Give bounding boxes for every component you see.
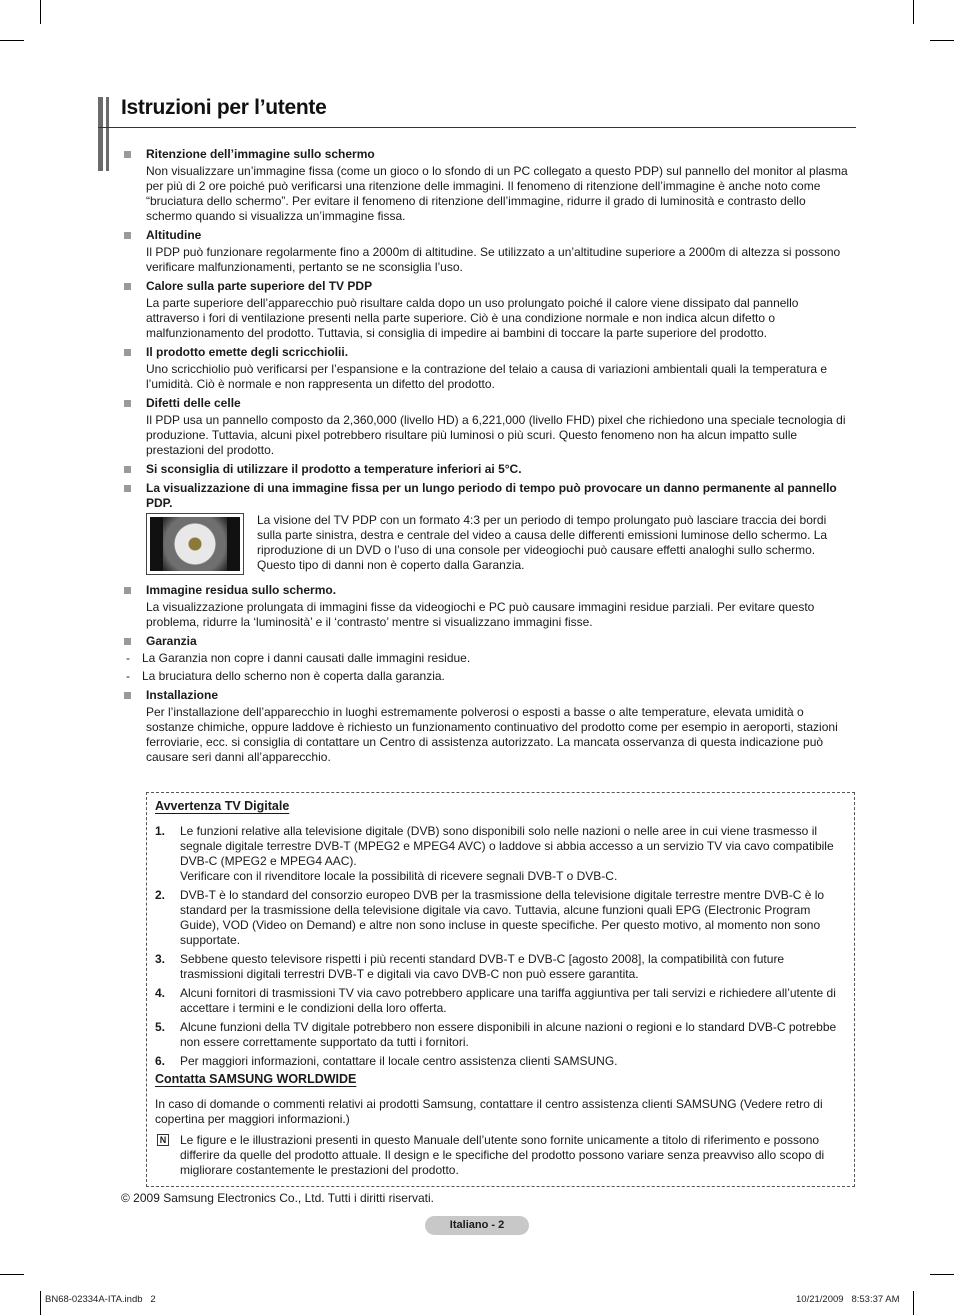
item-title: Installazione bbox=[146, 688, 219, 702]
item-title: Garanzia bbox=[146, 634, 197, 648]
burn-in-example-image bbox=[146, 513, 244, 575]
item-body: La visualizzazione prolungata di immagini fisse da videogiochi e PC può causare immagini residue parziali. Per evitare questo problema, ridurre la ‘luminosità’ e il ‘contrasto’ mentre si visualizzano immagini fisse. bbox=[146, 600, 815, 629]
note-icon: N bbox=[157, 1134, 169, 1146]
crop-mark bbox=[0, 40, 24, 41]
footer-file-info: BN68-02334A-ITA.indb 2 bbox=[45, 1294, 156, 1305]
item-title: Ritenzione dell’immagine sullo schermo bbox=[146, 147, 375, 161]
page-title: Istruzioni per l’utente bbox=[121, 96, 327, 119]
footer-timestamp: 10/21/2009 8:53:37 AM bbox=[796, 1294, 900, 1305]
contact-body: In caso di domande o commenti relativi ai prodotti Samsung, contattare il centro assistenza clienti SAMSUNG (Vedere retro di copertina per maggiori informazioni.) bbox=[155, 1097, 823, 1126]
item-body: La visione del TV PDP con un formato 4:3 per un periodo di tempo prolungato può lasciare traccia dei bordi sulla parte sinistra, destra e centrale del video a causa delle differenti emissioni luminose dello schermo. La riproduzione di un DVD o l’uso di una console per videogiochi può causare effetti analoghi sullo schermo. Questo tipo di danni non è coperto dalla Garanzia. bbox=[257, 513, 828, 572]
square-bullet-icon bbox=[124, 466, 131, 473]
item-body: Per l’installazione dell’apparecchio in luoghi estremamente polverosi o esposti a basse o alte temperature, elevata umidità o sostanze chimiche, oppure laddove è richiesto un funzionamento continuativo del prodotto come per esempio in aeroporti, stazioni ferroviarie, ecc. si consiglia di contattare un Centro di assistenza autorizzato. La mancata osservanza di questa indicazione può causare seri danni all’apparecchio. bbox=[146, 705, 838, 764]
square-bullet-icon bbox=[124, 485, 131, 492]
square-bullet-icon bbox=[124, 283, 131, 290]
warranty-line: - La Garanzia non copre i danni causati dalle immagini residue. bbox=[126, 651, 471, 665]
crop-mark bbox=[0, 1274, 24, 1275]
contact-heading: Contatta SAMSUNG WORLDWIDE bbox=[155, 1072, 357, 1086]
item-title: Difetti delle celle bbox=[146, 396, 241, 410]
crop-mark bbox=[40, 0, 41, 24]
numbered-item: 3. Sebbene questo televisore rispetti i più recenti standard DVB-T e DVB-C [agosto 2008], la compatibilità con future trasmissioni digitali terrestri DVB-T e digitali via cavo DVB-C non può essere garantita. bbox=[155, 952, 785, 981]
item-title: La visualizzazione di una immagine fissa per un lungo periodo di tempo può provocare un danno permanente al pannello PDP. bbox=[146, 481, 837, 510]
item-title: Il prodotto emette degli scricchiolii. bbox=[146, 345, 349, 359]
warranty-list bbox=[123, 651, 854, 684]
instructions-list bbox=[123, 147, 854, 769]
crop-mark bbox=[913, 0, 914, 24]
numbered-item: 5. Alcune funzioni della TV digitale potrebbero non essere disponibili in alcune nazioni o regioni e lo standard DVB-C potrebbe non essere correttamente supportato da tutti i fornitori. bbox=[155, 1020, 837, 1049]
page-number-badge: Italiano - 2 bbox=[425, 1216, 529, 1235]
copyright: © 2009 Samsung Electronics Co., Ltd. Tutti i diritti riservati. bbox=[121, 1191, 434, 1205]
square-bullet-icon bbox=[124, 587, 131, 594]
title-divider bbox=[98, 127, 856, 128]
title-accent-bar bbox=[106, 97, 109, 171]
digital-tv-heading: Avvertenza TV Digitale bbox=[155, 799, 290, 813]
item-title: Calore sulla parte superiore del TV PDP bbox=[146, 279, 373, 293]
item-title: Altitudine bbox=[146, 228, 202, 242]
numbered-item: 4. Alcuni fornitori di trasmissioni TV via cavo potrebbero applicare una tariffa aggiuntiva per tali servizi e richiedere all’utente di accettare i termini e le condizioni della loro offerta. bbox=[155, 986, 836, 1015]
list-item bbox=[123, 583, 854, 630]
crop-mark bbox=[930, 40, 954, 41]
item-title: Immagine residua sullo schermo. bbox=[146, 583, 337, 597]
list-item bbox=[123, 147, 854, 224]
digital-tv-list bbox=[155, 824, 845, 1073]
item-body: La parte superiore dell’apparecchio può risultare calda dopo un uso prolungato poiché il calore viene dissipato dal pannello attraverso i fori di ventilazione presenti nella parte superiore. Ciò è una condizione normale e non indica alcun difetto o malfunzionamento del prodotto. Tuttavia, si consiglia di impedire ai bambini di toccare la parte superiore del prodotto. bbox=[146, 296, 799, 340]
numbered-item: 2. DVB-T è lo standard del consorzio europeo DVB per la trasmissione della televisione digitale terrestre mentre DVB-C è lo standard per la trasmissione della televisione digitale via cavo. Tuttavia, alcune funzioni quali EPG (Electronic Program Guide), VOD (Video on Demand) e altre non sono incluse in queste specifiche. Per questo motivo, al momento non sono supportate. bbox=[155, 888, 825, 947]
list-item bbox=[123, 688, 854, 765]
title-accent-bar bbox=[98, 97, 103, 171]
list-item bbox=[123, 634, 854, 684]
list-item bbox=[123, 345, 854, 392]
crop-mark bbox=[913, 1291, 914, 1315]
item-body: Il PDP usa un pannello composto da 2,360,000 (livello HD) a 6,221,000 (livello FHD) pixel che richiedono una speciale tecnologia di produzione. Tuttavia, alcuni pixel potrebbero risultare più luminosi o più scuri. Questo fenomeno non ha alcun impatto sulle prestazioni del prodotto. bbox=[146, 413, 846, 457]
crop-mark bbox=[40, 1291, 41, 1315]
list-item bbox=[123, 481, 854, 575]
numbered-item: 1. Le funzioni relative alla televisione digitale (DVB) sono disponibili solo nelle nazioni o nelle aree in cui viene trasmesso il segnale digitale terrestre DVB-T (MPEG2 e MPEG4 AVC) o laddove si abbia accesso a un servizio TV via cavo compatibile DVB-C (MPEG2 e MPEG4 AAC). Verificare con il rivenditore locale la possibilità di ricevere segnali DVB-T o DVB-C. bbox=[155, 824, 834, 883]
item-body: Il PDP può funzionare regolarmente fino a 2000m di altitudine. Se utilizzato a un’altitudine superiore a 2000m di altezza si possono verificare malfunzionamenti, pertanto se ne sconsiglia l’uso. bbox=[146, 245, 841, 274]
list-item bbox=[123, 462, 854, 477]
square-bullet-icon bbox=[124, 349, 131, 356]
square-bullet-icon bbox=[124, 232, 131, 239]
note-text: Le figure e le illustrazioni presenti in questo Manuale dell’utente sono fornite unicamente a titolo di riferimento e possono differire da quelle del prodotto attuale. Il design e le specifiche del prodotto possono variare senza preavviso allo scopo di migliorare costantemente le prestazioni del prodotto. bbox=[180, 1133, 825, 1177]
numbered-item: 6. Per maggiori informazioni, contattare il locale centro assistenza clienti SAMSUNG. bbox=[155, 1054, 618, 1068]
item-body: Uno scricchiolio può verificarsi per l’espansione e la contrazione del telaio a causa di variazioni ambientali quali la temperatura e l’umidità. Ciò è normale e non rappresenta un difetto del prodotto. bbox=[146, 362, 828, 391]
list-item bbox=[123, 279, 854, 341]
square-bullet-icon bbox=[124, 692, 131, 699]
flower-photo bbox=[163, 517, 227, 571]
square-bullet-icon bbox=[124, 400, 131, 407]
square-bullet-icon bbox=[124, 638, 131, 645]
figure-row bbox=[146, 513, 854, 575]
list-item bbox=[123, 228, 854, 275]
square-bullet-icon bbox=[124, 151, 131, 158]
crop-mark bbox=[930, 1274, 954, 1275]
warranty-line: - La bruciatura dello scherno non è coperta dalla garanzia. bbox=[126, 669, 445, 683]
note bbox=[155, 1133, 845, 1178]
list-item bbox=[123, 396, 854, 458]
item-title: Si sconsiglia di utilizzare il prodotto a temperature inferiori ai 5°C. bbox=[146, 462, 522, 476]
item-body: Non visualizzare un’immagine fissa (come un gioco o lo sfondo di un PC collegato a questo PDP) sul pannello del monitor al plasma per più di 2 ore poiché può verificarsi una ritenzione delle immagini. Il fenomeno di ritenzione dell’immagine è anche noto come “bruciatura dello schermo”. Per evitare il fenomeno di ritenzione dell’immagine, ridurre il grado di luminosità e contrasto dello schermo quando si visualizza un’immagine fissa. bbox=[146, 164, 848, 223]
digital-tv-notice-box bbox=[146, 792, 855, 1187]
